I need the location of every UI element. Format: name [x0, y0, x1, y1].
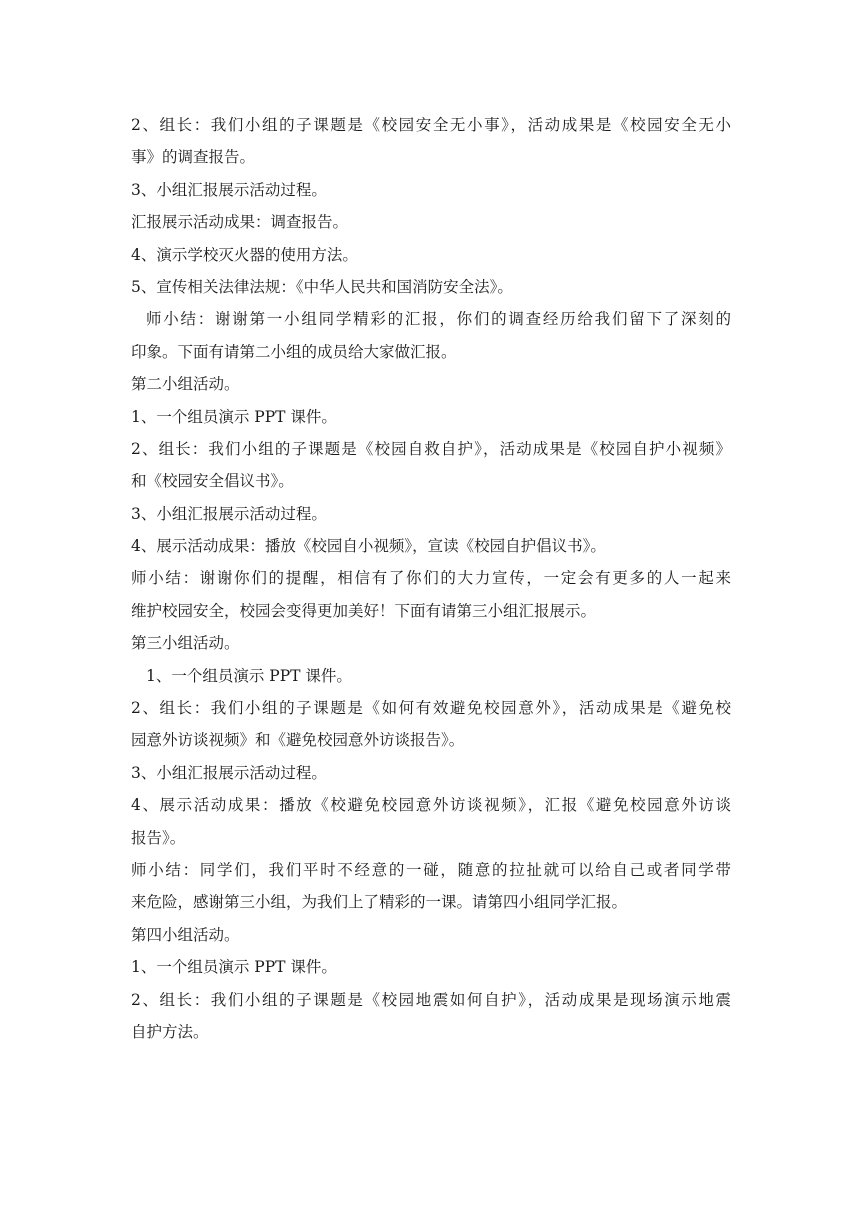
- text-line: 1、一个组员演示 PPT 课件。: [131, 407, 337, 426]
- text-line: 4、演示学校灭火器的使用方法。: [131, 245, 358, 264]
- text-line: 2、组长：我们小组的子课题是《校园自救自护》，活动成果是《校园自护小视频》: [131, 439, 731, 458]
- text-line: 1、一个组员演示 PPT 课件。: [131, 958, 337, 977]
- text-line: 园意外访谈视频》和《避免校园意外访谈报告》。: [131, 731, 465, 750]
- text-line: 事》的调查报告。: [131, 148, 256, 167]
- text-line: 3、小组汇报展示活动过程。: [131, 180, 327, 199]
- text-line: 4、展示活动成果：播放《校避免校园意外访谈视频》，汇报《避免校园意外访谈: [131, 796, 731, 815]
- text-line: 4、展示活动成果：播放《校园自小视频》，宣读《校园自护倡议书》。: [131, 537, 606, 556]
- text-line: 3、小组汇报展示活动过程。: [131, 763, 327, 782]
- text-line: 5、宣传相关法律法规：《中华人民共和国消防安全法》。: [131, 277, 513, 296]
- text-line: 自护方法。: [131, 1022, 209, 1041]
- text-line: 2、组长：我们小组的子课题是《如何有效避免校园意外》，活动成果是《避免校: [131, 699, 731, 718]
- text-line: 来危险，感谢第三小组，为我们上了精彩的一课。请第四小组同学汇报。: [131, 893, 628, 912]
- text-line: 维护校园安全，校园会变得更加美好！下面有请第三小组汇报展示。: [131, 601, 597, 620]
- text-line: 报告》。: [131, 828, 186, 847]
- text-line: 2、组长：我们小组的子课题是《校园地震如何自护》，活动成果是现场演示地震: [131, 990, 731, 1009]
- text-line: 第四小组活动。: [131, 925, 240, 944]
- text-line: 2、组长：我们小组的子课题是《校园安全无小事》，活动成果是《校园安全无小: [131, 116, 731, 134]
- document-body: [131, 109, 731, 1048]
- text-line: 印象。下面有请第二小组的成员给大家做汇报。: [131, 342, 457, 361]
- text-line: 汇报展示活动成果：调查报告。: [131, 213, 349, 232]
- text-line: 师小结：谢谢你们的提醒，相信有了你们的大力宣传，一定会有更多的人一起来: [131, 569, 731, 588]
- text-line: 1、一个组员演示 PPT 课件。: [146, 666, 352, 685]
- text-line: 和《校园安全倡议书》。: [131, 472, 294, 491]
- text-line: 师小结：谢谢第一小组同学精彩的汇报，你们的调查经历给我们留下了深刻的: [146, 310, 731, 329]
- text-line: 师小结：同学们，我们平时不经意的一碰，随意的拉扯就可以给自己或者同学带: [131, 860, 731, 879]
- text-line: 3、小组汇报展示活动过程。: [131, 504, 327, 523]
- text-line: 第二小组活动。: [131, 375, 240, 394]
- text-line: 第三小组活动。: [131, 634, 240, 653]
